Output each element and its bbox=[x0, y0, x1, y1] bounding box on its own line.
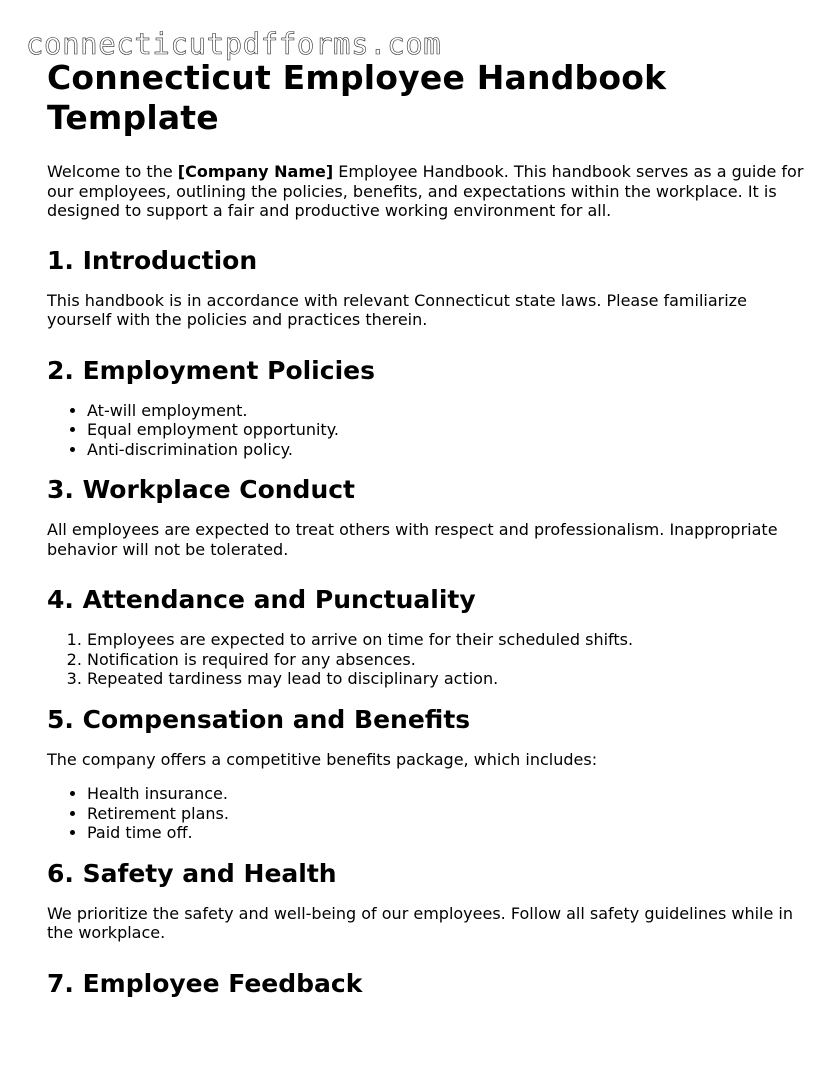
section-heading-feedback: 7. Employee Feedback bbox=[47, 968, 363, 998]
list-item: • Paid time off. bbox=[87, 823, 807, 843]
company-name-placeholder: [Company Name] bbox=[177, 162, 334, 181]
section-heading-employment-policies: 2. Employment Policies bbox=[47, 355, 375, 385]
section-heading-compensation: 5. Compensation and Benefits bbox=[47, 704, 471, 734]
intro-paragraph bbox=[47, 162, 807, 221]
watermark-text: connecticutpdfforms.com bbox=[26, 27, 442, 61]
list-item: • Equal employment opportunity. bbox=[87, 420, 807, 440]
intro-text-before: Welcome to the bbox=[47, 162, 178, 181]
section-heading-introduction: 1. Introduction bbox=[47, 245, 258, 275]
compensation-paragraph: The company offers a competitive benefits package, which includes: bbox=[47, 749, 598, 769]
section-heading-workplace-conduct: 3. Workplace Conduct bbox=[47, 475, 356, 504]
benefits-list bbox=[47, 784, 807, 843]
document-title: Connecticut Employee Handbook Template bbox=[47, 58, 667, 137]
list-item: • Retirement plans. bbox=[87, 804, 807, 824]
workplace-conduct-paragraph: All employees are expected to treat others with respect and professionalism. Inappropriate behavior will not be tolerated. bbox=[47, 520, 778, 559]
list-item: 3. Repeated tardiness may lead to disciplinary action. bbox=[87, 669, 807, 689]
intro-text-after: Employee Handbook. This handbook serves as a guide for our employees, outlining the policies, benefits, and expectations within the workplace. It is designed to support a fair and productive working environment for all. bbox=[47, 162, 804, 220]
list-item: 1. Employees are expected to arrive on time for their scheduled shifts. bbox=[87, 630, 807, 650]
list-item: • At-will employment. bbox=[87, 401, 807, 421]
document-body bbox=[47, 58, 807, 999]
introduction-paragraph: This handbook is in accordance with relevant Connecticut state laws. Please familiarize yourself with the policies and practices therein. bbox=[47, 290, 747, 329]
safety-paragraph: We prioritize the safety and well-being of our employees. Follow all safety guidelines while in the workplace. bbox=[47, 903, 794, 942]
list-item: • Anti-discrimination policy. bbox=[87, 440, 807, 460]
attendance-list bbox=[47, 630, 807, 689]
list-item: 2. Notification is required for any absences. bbox=[87, 650, 807, 670]
section-heading-attendance: 4. Attendance and Punctuality bbox=[47, 585, 476, 614]
employment-policies-list bbox=[47, 401, 807, 460]
section-heading-safety: 6. Safety and Health bbox=[47, 858, 337, 888]
list-item: • Health insurance. bbox=[87, 784, 807, 804]
